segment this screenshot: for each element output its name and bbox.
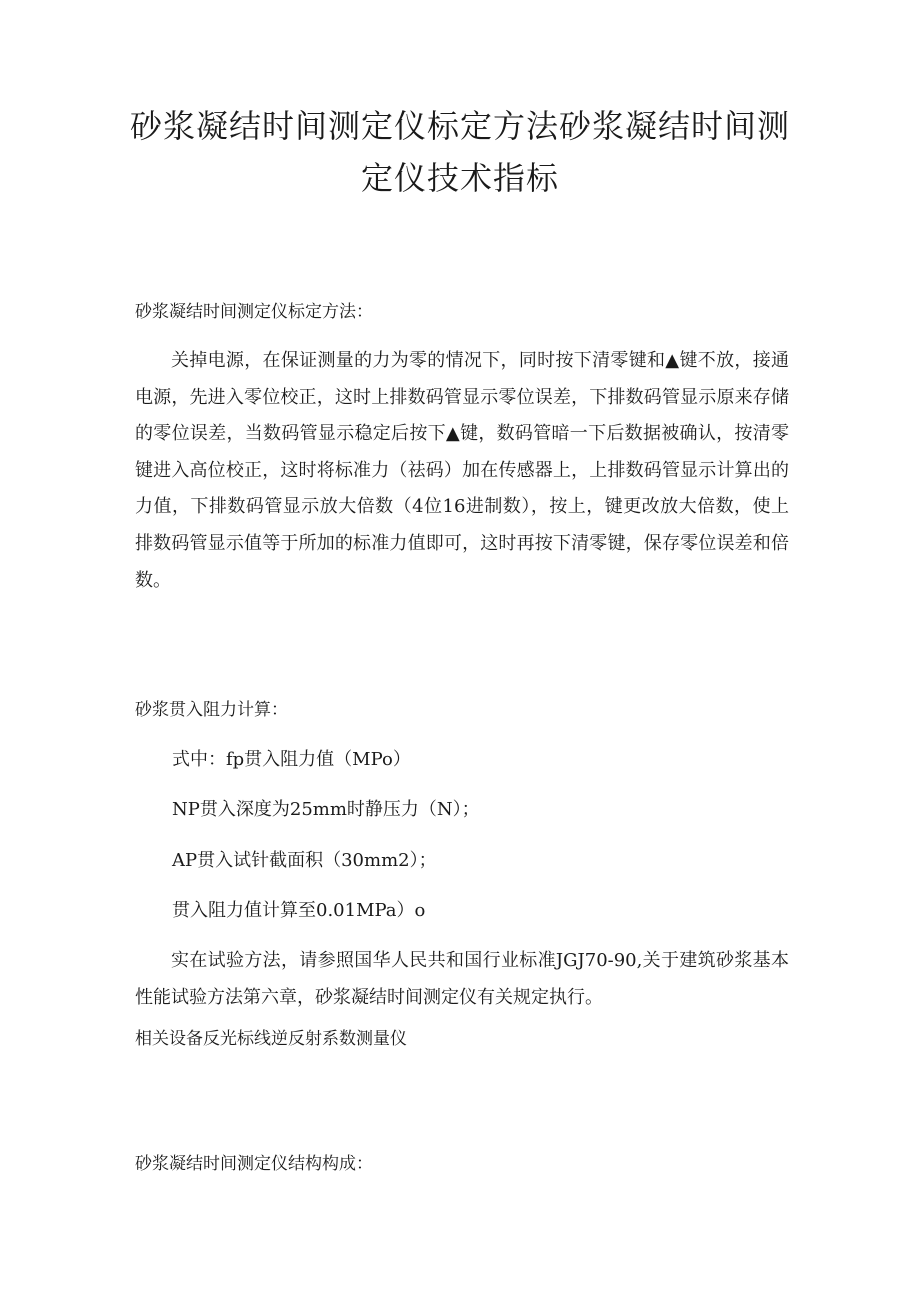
calibration-paragraph: 关掉电源，在保证测量的力为零的情况下，同时按下清零键和▲键不放，接通电源，先进入零位校正，这时上排数码管显示零位误差，下排数码管显示原来存储的零位误差，当数码管显示稳定后按下▲键，数码管暗一下后数据被确认，按清零键进入高位校正，这时将标准力（祛码）加在传感器上，上排数码管显示计算出的力值，下排数码管显示放大倍数（4位16进制数），按上，键更改放大倍数，使上排数码管显示值等于所加的标准力值即可，这时再按下清零键，保存零位误差和倍数。 xyxy=(135,350,789,591)
formula-line-precision: 贯入阻力值计算至0.01MPa）o xyxy=(172,900,426,921)
page-title: 砂浆凝结时间测定仪标定方法砂浆凝结时间测定仪技术指标 xyxy=(129,107,790,197)
formula-line-np: NP贯入深度为25mm时静压力（N）； xyxy=(172,799,480,820)
formula-line-fp: 式中：fp贯入阻力值（MPo） xyxy=(172,749,411,770)
formula-line-ap: AP贯入试针截面积（30mm2）； xyxy=(172,850,437,871)
resistance-heading: 砂浆贯入阻力计算： xyxy=(135,700,288,720)
standard-reference-paragraph: 实在试验方法，请参照国华人民共和国行业标准JGJ70-90,关于建筑砂浆基本性能试验方法第六章，砂浆凝结时间测定仪有关规定执行。 xyxy=(135,950,789,1008)
related-equipment-line: 相关设备反光标线逆反射系数测量仪 xyxy=(135,1029,407,1049)
structure-heading: 砂浆凝结时间测定仪结构构成： xyxy=(135,1154,373,1174)
calibration-heading: 砂浆凝结时间测定仪标定方法： xyxy=(135,302,373,322)
